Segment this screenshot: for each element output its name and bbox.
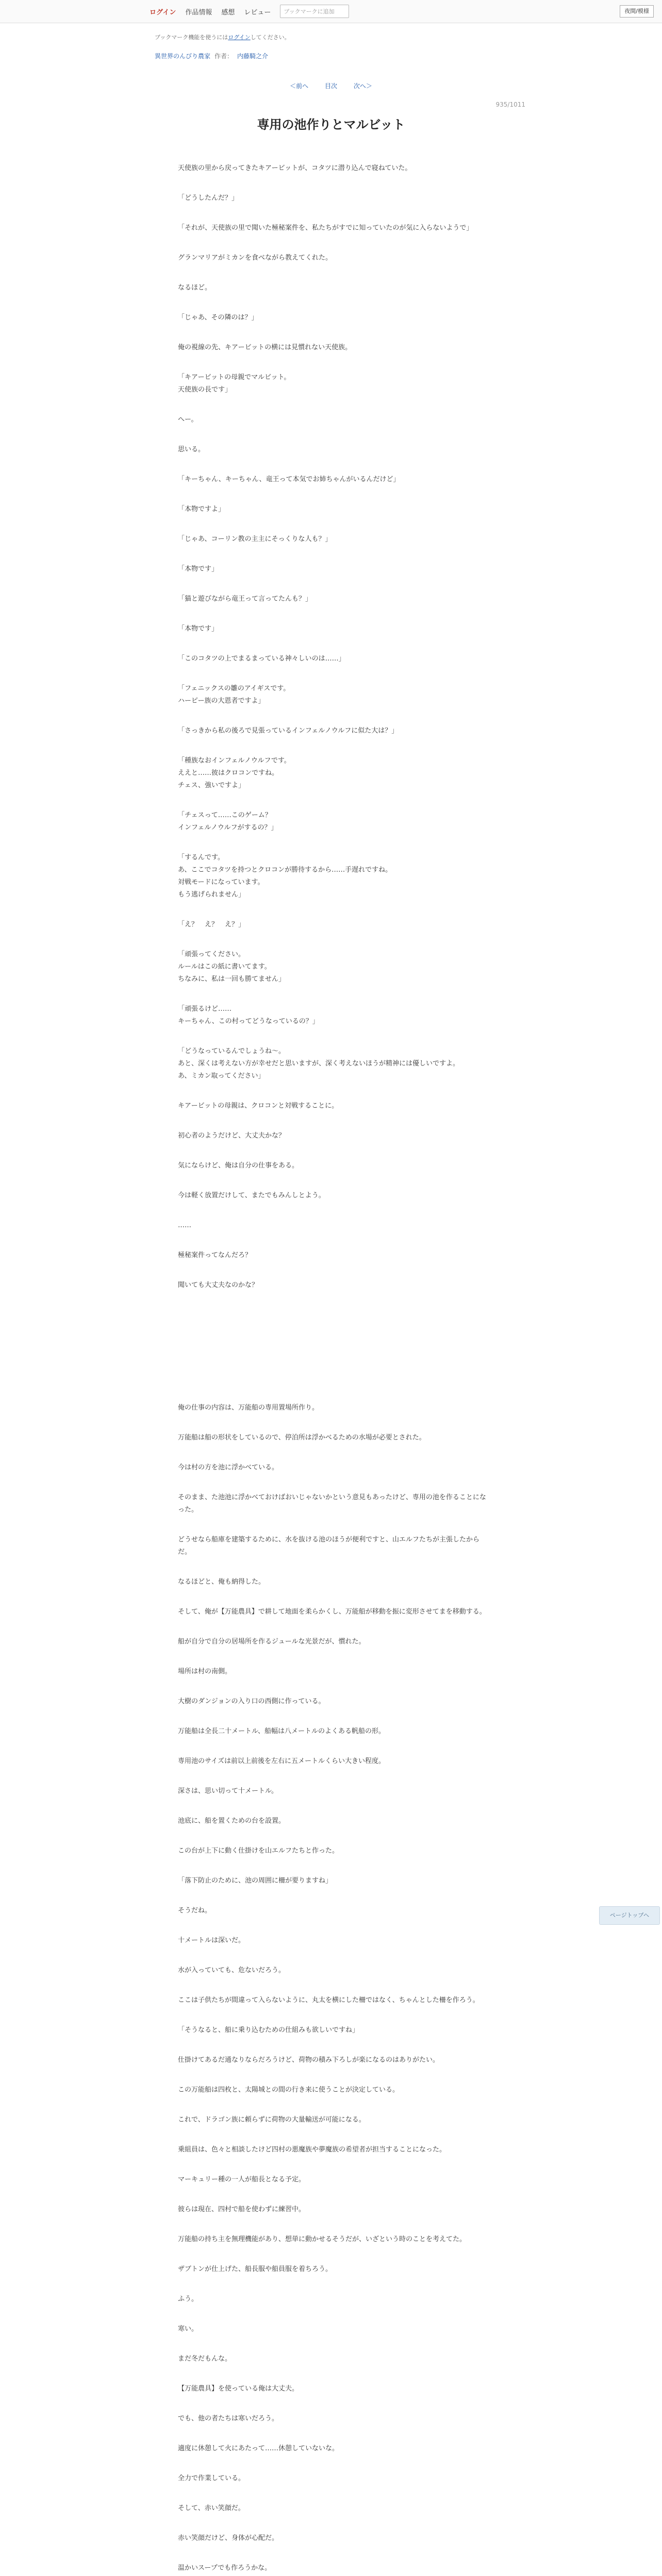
breadcrumb <box>155 52 268 60</box>
body-paragraph: ふう。 <box>178 2295 198 2303</box>
body-paragraph: 「じゃあ、その隣のは？」 <box>178 314 258 321</box>
body-paragraph: 仕掛けてあるだ通なりならだろうけど、荷物の積み下ろしが楽になるのはありがたい。 <box>178 2056 440 2064</box>
chapter-pager <box>0 81 662 90</box>
body-paragraph: 専用池のサイズは前以上前後を左右に五メートルくらい大きい程度。 <box>178 1757 385 1765</box>
body-paragraph: どうせなら船庫を建築するために、水を抜ける池のほうが便利ですと、山エルフたちが主張したからだ。 <box>178 1536 480 1556</box>
body-paragraph: 天使族の里から戻ってきたキアービットが、コタツに潜り込んで寝ねていた。 <box>178 164 412 172</box>
body-paragraph: へー。 <box>178 416 198 423</box>
body-paragraph: 極秘案件ってなんだろ？ <box>178 1251 252 1259</box>
body-paragraph: ザブトンが仕上げた、船長服や船員服を着ちろう。 <box>178 2265 333 2273</box>
body-paragraph: 気にならけど、俺は自分の仕事をある。 <box>178 1162 299 1170</box>
body-paragraph: まだ冬だもんな。 <box>178 2355 232 2363</box>
body-paragraph: 場所は村の南側。 <box>178 1668 232 1675</box>
body-paragraph: 「さっきから私の後ろで見張っているインフェルノウルフに似た大は？」 <box>178 727 399 735</box>
toc-link[interactable]: 目次 <box>324 82 337 90</box>
body-paragraph: グランマリアがミカンを食べながら教えてくれた。 <box>178 254 333 262</box>
body-paragraph: 「本物です」 <box>178 565 219 573</box>
body-paragraph: 「どうなっているんでしょうね～。 あと、深くは考えない方が幸せだと思いますが、深く考えないほうが精神には優しいですよ。 あ、ミカン取ってください」 <box>178 1047 460 1080</box>
body-paragraph: この万能船は四枚と、太陽城との間の行き来に使うことが決定している。 <box>178 2086 400 2094</box>
next-chapter-link[interactable]: 次へ＞ <box>353 82 372 90</box>
body-paragraph: そのまま、た池池に浮かべておけばおいじゃないかという意見もあったけど、専用の池を作ることになった。 <box>178 1494 486 1514</box>
body-paragraph: 「本物ですよ」 <box>178 505 225 513</box>
page-top-button[interactable]: ページトップへ <box>599 1906 660 1925</box>
body-paragraph: 「キアービットの母親でマルビット。 天使族の長です」 <box>178 374 291 394</box>
body-paragraph: 「それが、天使族の里で聞いた極秘案件を、私たちがすでに知っていたのが気に入らないようで」 <box>178 224 473 232</box>
body-paragraph: そして、赤い笑顔だ。 <box>178 2504 245 2512</box>
night-mode-button[interactable]: 夜間/模様 <box>620 5 654 18</box>
top-nav <box>150 0 349 23</box>
nav-impressions[interactable]: 感想 <box>221 8 235 16</box>
section-break <box>178 1309 487 1402</box>
body-paragraph: 「するんです。 あ、ここでコタツを持つとクロコンが勝待するから……手遅れですね。 対戦モードになっています。 もう逃げられません」 <box>178 854 392 899</box>
body-paragraph: 「猫と遊びながら竜王って言ってたんも？」 <box>178 595 312 603</box>
author-label: 作者： <box>214 53 234 60</box>
body-paragraph: 万能船は船の形状をしているので、停泊所は浮かべるための水場が必要とされた。 <box>178 1434 426 1442</box>
body-paragraph: 「頑張るけど…… キーちゃん、この村ってどうなっているの？」 <box>178 1005 319 1025</box>
notice-login-link[interactable]: ログイン <box>228 34 251 41</box>
body-paragraph: マーキュリー種の一人が船長となる予定。 <box>178 2176 306 2183</box>
notice-suffix: してください。 <box>250 34 290 41</box>
body-paragraph: 今は軽く放置だけして、またでもみんしとよう。 <box>178 1192 325 1199</box>
body-paragraph: 【万能農具】を使っている俺は大丈夫。 <box>178 2385 299 2393</box>
body-paragraph: 「落下防止のために、池の周囲に柵が要りますね」 <box>178 1877 333 1885</box>
body-paragraph: 船が自分で自分の居場所を作るジュールな光景だが、慣れた。 <box>178 1638 366 1646</box>
body-paragraph: 「このコタツの上でまるまっている神々しいのは……」 <box>178 655 345 663</box>
chapter-number: 935/1011 <box>495 101 525 108</box>
chapter-title: 専用の池作りとマルビット <box>257 117 405 132</box>
body-paragraph: 水が入っていても、危ないだろう。 <box>178 1967 286 1974</box>
login-link[interactable]: ログイン <box>150 8 176 16</box>
body-paragraph: 「どうしたんだ？」 <box>178 194 239 202</box>
body-paragraph: そして、俺が【万能農具】で耕して地面を柔らかくし、万能船が移動を振に変形させてまを移動する。 <box>178 1608 486 1616</box>
body-paragraph: 乗組員は、色々と相談したけど四村の悪魔族や夢魔族の希望者が担当することになった。 <box>178 2146 446 2154</box>
body-paragraph: 「種族なおインフェルノウルフです。 ええと……彼はクロコンですね。 チェス、強いですよ」 <box>178 757 291 789</box>
body-paragraph: 深さは、思い切って十メートル。 <box>178 1787 278 1795</box>
body-paragraph: 「じゃあ、コーリン教の主主にそっくりな人も？」 <box>178 535 332 543</box>
body-paragraph: 十メートルは深いだ。 <box>178 1937 245 1944</box>
body-paragraph: 「フェニックスの雛のアイギスです。 ハーピー族の大恩者ですよ」 <box>178 685 290 705</box>
body-paragraph: 「チェスって……このゲーム？ インフェルノウルフがするの？」 <box>178 811 278 832</box>
bookmark-input[interactable] <box>280 5 349 18</box>
notice-prefix: ブックマーク機能を使うには <box>155 34 228 41</box>
body-paragraph: 今は村の方を池に浮かべている。 <box>178 1464 279 1471</box>
top-header <box>0 0 662 23</box>
body-paragraph: 適度に休憩して火にあたって……休憩していないな。 <box>178 2445 339 2452</box>
body-paragraph: 全力で作業している。 <box>178 2475 245 2482</box>
series-link[interactable]: 異世界のんびり農家 <box>155 53 211 60</box>
body-paragraph: 赤い笑顔だけど、身体が心配だ。 <box>178 2534 279 2542</box>
body-paragraph: 「本物です」 <box>178 625 219 633</box>
body-paragraph: ここは子供たちが間違って入らないように、丸太を横にした柵ではなく、ちゃんとした柵を作ろう。 <box>178 1996 479 2004</box>
body-paragraph: 万能船の持ち主を無理機能があり、想単に動かせるそうだが、いざという時のことを考えてた。 <box>178 2235 467 2243</box>
author-link[interactable]: 内藤騎之介 <box>237 53 269 60</box>
bookmark-notice <box>155 33 290 41</box>
body-paragraph: …… <box>178 1222 191 1229</box>
body-paragraph: 「頑張ってください。 ルールはこの紙に書いてます。 ちなみに、私は一回も勝てません」 <box>178 951 286 983</box>
nav-work-info[interactable]: 作品情報 <box>185 8 212 16</box>
body-paragraph: でも、他の者たちは寒いだろう。 <box>178 2415 279 2422</box>
body-paragraph: 池底に、船を置くための台を設置。 <box>178 1817 286 1825</box>
body-paragraph: そうだね。 <box>178 1907 212 1914</box>
body-paragraph: 温かいスープでも作ろうかな。 <box>178 2564 272 2572</box>
nav-review[interactable]: レビュー <box>244 8 271 16</box>
body-paragraph: 俺の仕事の内容は、万能船の専用置場所作り。 <box>178 1404 319 1412</box>
body-paragraph: 「そうなると、船に乗り込むための仕組みも欲しいですね」 <box>178 2026 359 2034</box>
chapter-body <box>178 162 487 2576</box>
body-paragraph: 聞いても大丈夫なのかな？ <box>178 1281 259 1289</box>
body-paragraph: 「キーちゃん、キーちゃん、竜王って本気でお姉ちゃんがいるんだけど」 <box>178 476 400 483</box>
body-paragraph: これで、ドラゴン族に頼らずに荷物の大量輸送が可能になる。 <box>178 2116 366 2124</box>
body-paragraph: キアービットの母親は、クロコンと対戦することに。 <box>178 1102 339 1110</box>
body-paragraph: 寒い。 <box>178 2325 198 2333</box>
body-paragraph: 彼らは現在、四村で船を使わずに練習中。 <box>178 2206 306 2213</box>
body-paragraph: 俺の視線の先、キアービットの横には見慣れない天使族。 <box>178 344 352 351</box>
body-paragraph: 思いる。 <box>178 446 205 453</box>
body-paragraph: 大樹のダンジョンの入り口の西側に作っている。 <box>178 1698 325 1705</box>
body-paragraph: なるほどと、俺も納得した。 <box>178 1578 266 1586</box>
body-paragraph: 初心者のようだけど、大丈夫かな？ <box>178 1132 286 1140</box>
body-paragraph: なるほど。 <box>178 284 212 292</box>
prev-chapter-link[interactable]: ＜前へ <box>290 82 309 90</box>
body-paragraph: 万能船は全長二十メートル、船幅は八メートルのよくある帆船の形。 <box>178 1727 385 1735</box>
body-paragraph: この台が上下に動く仕掛けを山エルフたちと作った。 <box>178 1847 339 1855</box>
body-paragraph: 「え？ え？ え？」 <box>178 921 245 928</box>
